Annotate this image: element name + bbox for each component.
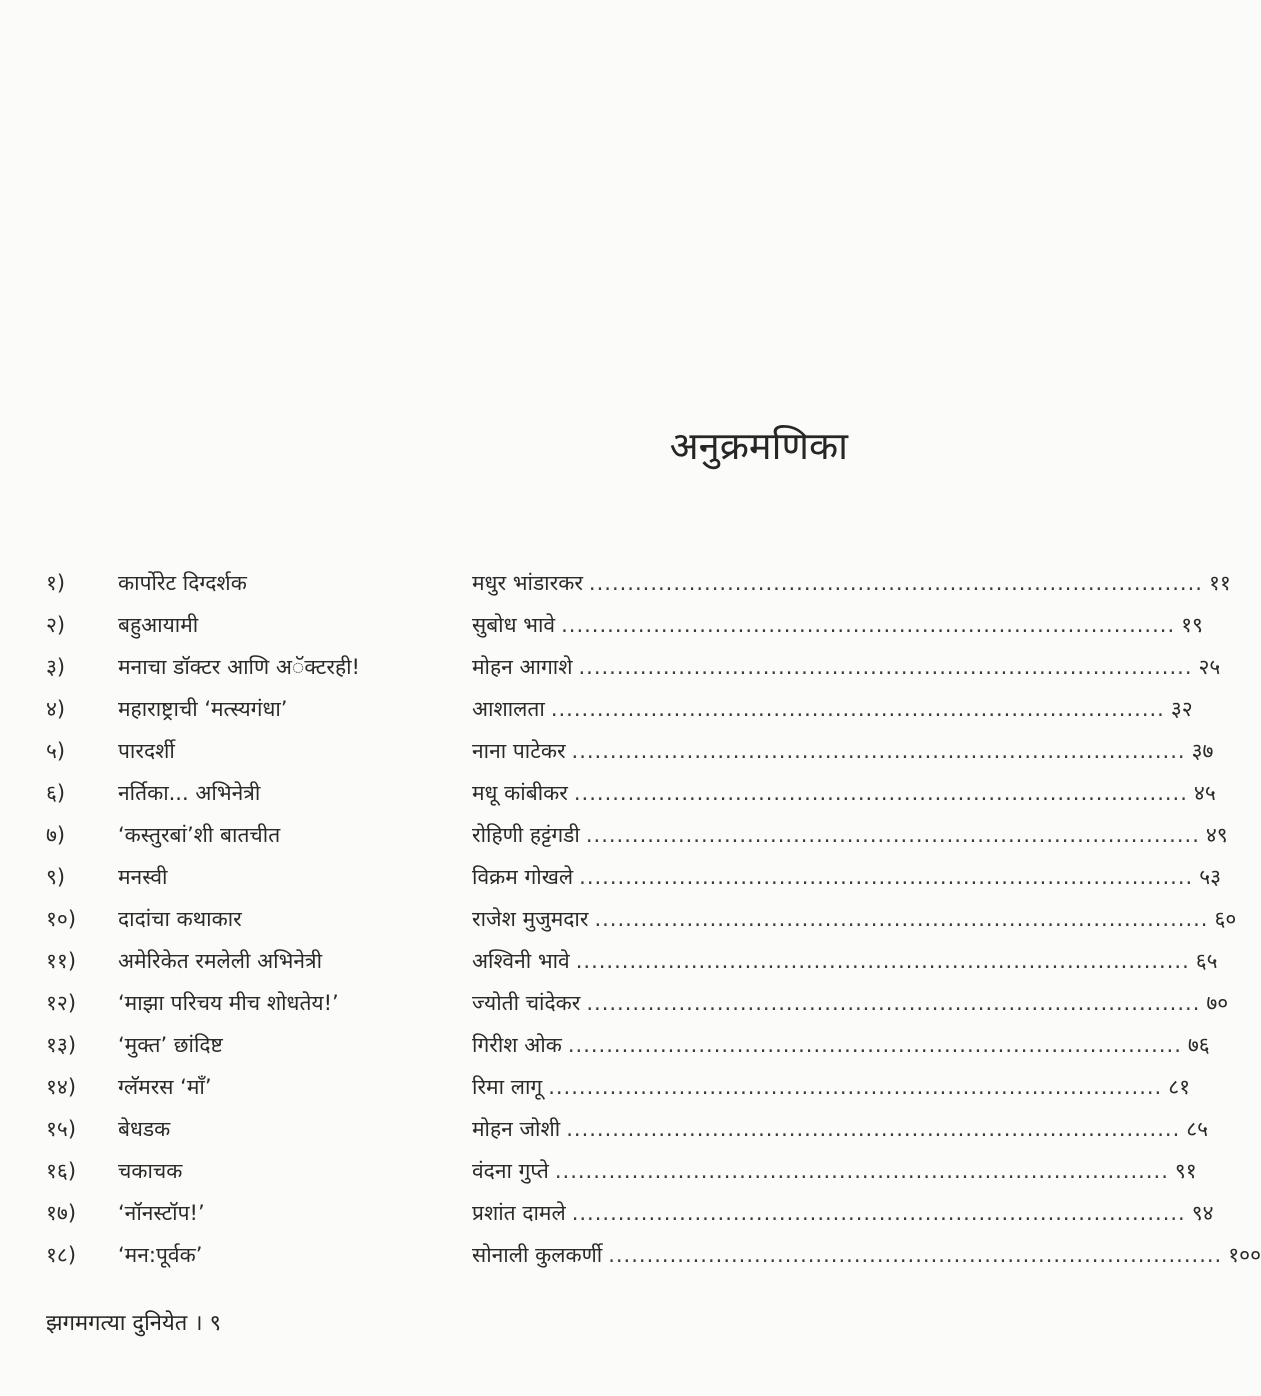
toc-entry (0, 1234, 1261, 1276)
author-page-line (472, 604, 1203, 646)
chapter-title: पारदर्शी (118, 739, 175, 763)
entry-number: ६) (46, 781, 66, 805)
author-name: मधुर भांडारकर (472, 571, 583, 595)
author-name: रोहिणी हट्टंगडी (472, 823, 580, 847)
dot-leader: ................................................................................ (567, 1033, 1182, 1057)
author-name: गिरीश ओक (472, 1033, 562, 1057)
author-page-line (472, 1192, 1214, 1234)
chapter-title: नर्तिका... अभिनेत्री (118, 781, 261, 805)
author-page-line (472, 1108, 1209, 1150)
chapter-title: महाराष्ट्राची ‘मत्स्यगंधा’ (118, 697, 288, 721)
page-number: ८५ (1186, 1117, 1209, 1141)
dot-leader: ................................................................................ (575, 949, 1190, 973)
entry-number: १०) (46, 907, 77, 931)
page-title: अनुक्रमणिका (669, 424, 848, 468)
page-number: ६५ (1195, 949, 1218, 973)
toc-entry (0, 604, 1203, 646)
toc-entry (0, 856, 1222, 898)
author-page-line (472, 1066, 1191, 1108)
chapter-title: मनाचा डॉक्टर आणि अॅक्टरही! (118, 655, 360, 679)
dot-leader: ................................................................................ (586, 991, 1201, 1015)
chapter-title: चकाचक (118, 1159, 183, 1183)
entry-number: १६) (46, 1159, 77, 1183)
author-page-line (472, 1150, 1197, 1192)
entry-number: १४) (46, 1075, 77, 1099)
toc-entry (0, 898, 1237, 940)
entry-number: १२) (46, 991, 77, 1015)
dot-leader: ................................................................................ (588, 571, 1203, 595)
chapter-title: कार्पोरेट दिग्दर्शक (118, 571, 247, 595)
toc-entry (0, 1150, 1197, 1192)
author-page-line (472, 688, 1193, 730)
chapter-title: बहुआयामी (118, 613, 199, 637)
toc-entry (0, 814, 1228, 856)
dot-leader: ................................................................................ (561, 613, 1176, 637)
author-name: सोनाली कुलकर्णी (472, 1243, 603, 1267)
page-number: ९४ (1191, 1201, 1214, 1225)
toc-entry (0, 940, 1218, 982)
entry-number: ४) (46, 697, 66, 721)
dot-leader: ................................................................................ (585, 823, 1200, 847)
dot-leader: ................................................................................ (571, 739, 1186, 763)
author-name: मधू कांबीकर (472, 781, 568, 805)
entry-number: ११) (46, 949, 77, 973)
author-name: प्रशांत दामले (472, 1201, 566, 1225)
page-number: ३२ (1170, 697, 1193, 721)
dot-leader: ................................................................................ (579, 865, 1194, 889)
dot-leader: ................................................................................ (594, 907, 1209, 931)
entry-number: २) (46, 613, 66, 637)
page-number: ४९ (1205, 823, 1228, 847)
chapter-title: ‘कस्तुरबां’शी बातचीत (118, 823, 281, 847)
toc-entry (0, 1024, 1210, 1066)
page-footer: झगमगत्या दुनियेत । ९ (46, 1311, 222, 1336)
entry-number: १३) (46, 1033, 77, 1057)
author-page-line (472, 646, 1221, 688)
dot-leader: ................................................................................ (608, 1243, 1223, 1267)
page-number: १९ (1181, 613, 1203, 637)
toc-entry (0, 646, 1221, 688)
chapter-title: ‘मुक्त’ छांदिष्ट (118, 1033, 223, 1057)
chapter-title: ग्लॅमरस ‘माँ’ (118, 1075, 212, 1099)
author-name: ज्योती चांदेकर (472, 991, 581, 1015)
page-number: ७० (1206, 991, 1229, 1015)
author-name: मोहन आगाशे (472, 655, 573, 679)
author-page-line (472, 982, 1229, 1024)
author-page-line (472, 562, 1231, 604)
author-name: राजेश मुजुमदार (472, 907, 589, 931)
toc-entry (0, 730, 1214, 772)
page-number: १०० (1228, 1243, 1261, 1267)
author-page-line (472, 1024, 1210, 1066)
page-number: ५३ (1199, 865, 1222, 889)
page-number: ६० (1214, 907, 1237, 931)
chapter-title: मनस्वी (118, 865, 168, 889)
dot-leader: ................................................................................ (566, 1117, 1181, 1141)
page-number: ९१ (1174, 1159, 1197, 1183)
toc-entry (0, 1066, 1191, 1108)
author-page-line (472, 730, 1214, 772)
author-name: नाना पाटेकर (472, 739, 566, 763)
page-number: ११ (1208, 571, 1231, 595)
author-name: विक्रम गोखले (472, 865, 574, 889)
entry-number: १५) (46, 1117, 77, 1141)
chapter-title: ‘माझा परिचय मीच शोधतेय!’ (118, 991, 339, 1015)
author-page-line (472, 814, 1228, 856)
toc-entry (0, 1192, 1214, 1234)
dot-leader: ................................................................................ (554, 1159, 1169, 1183)
chapter-title: बेधडक (118, 1117, 171, 1141)
author-page-line (472, 1234, 1261, 1276)
author-name: आशालता (472, 697, 545, 721)
chapter-title: ‘नॉनस्टॉप!’ (118, 1201, 205, 1225)
toc-entry (0, 772, 1216, 814)
page-number: ४५ (1193, 781, 1216, 805)
author-page-line (472, 940, 1218, 982)
entry-number: ३) (46, 655, 66, 679)
entry-number: ९) (46, 865, 66, 889)
page-number: ८१ (1168, 1075, 1191, 1099)
entry-number: १७) (46, 1201, 77, 1225)
dot-leader: ................................................................................ (573, 781, 1188, 805)
author-page-line (472, 898, 1237, 940)
toc-entry (0, 688, 1193, 730)
dot-leader: ................................................................................ (548, 1075, 1163, 1099)
toc-entry (0, 562, 1231, 604)
page-number: २५ (1198, 655, 1221, 679)
entry-number: १) (46, 571, 66, 595)
toc-entry (0, 1108, 1209, 1150)
author-name: अश्विनी भावे (472, 949, 570, 973)
entry-number: १८) (46, 1243, 77, 1267)
entry-number: ७) (46, 823, 66, 847)
page-number: ७६ (1187, 1033, 1210, 1057)
author-name: रिमा लागू (472, 1075, 543, 1099)
chapter-title: अमेरिकेत रमलेली अभिनेत्री (118, 949, 323, 973)
table-of-contents (0, 562, 1261, 1276)
chapter-title: दादांचा कथाकार (118, 907, 242, 931)
author-name: मोहन जोशी (472, 1117, 561, 1141)
dot-leader: ................................................................................ (550, 697, 1165, 721)
author-name: सुबोध भावे (472, 613, 556, 637)
author-page-line (472, 856, 1222, 898)
page-number: ३७ (1191, 739, 1214, 763)
toc-entry (0, 982, 1229, 1024)
dot-leader: ................................................................................ (578, 655, 1193, 679)
author-name: वंदना गुप्ते (472, 1159, 549, 1183)
chapter-title: ‘मन:पूर्वक’ (118, 1243, 203, 1267)
entry-number: ५) (46, 739, 66, 763)
dot-leader: ................................................................................ (571, 1201, 1186, 1225)
author-page-line (472, 772, 1216, 814)
